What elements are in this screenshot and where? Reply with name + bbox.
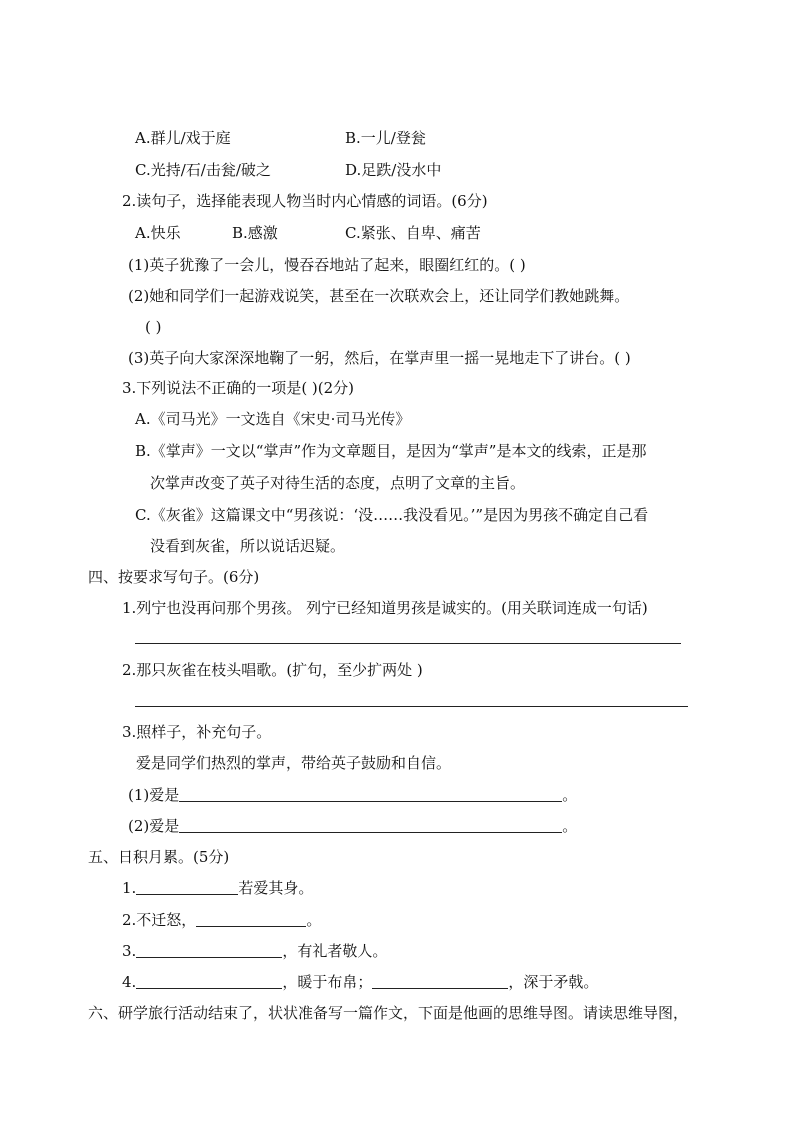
sec4-q3: 3.照样子，补充句子。 [122, 723, 272, 741]
sec5-line-4-end: ，深于矛戟。 [508, 973, 599, 991]
section-5-heading: 五、日积月累。(5分) [88, 848, 230, 866]
sec5-line-3-num: 3. [122, 942, 137, 960]
q2-prompt: 2.读句子，选择能表现人物当时内心情感的词语。(6分) [122, 192, 488, 210]
sec4-q2: 2.那只灰雀在枝头唱歌。(扩句，至少扩两处 ) [122, 661, 423, 679]
q1-option-d: D.足跌/没水中 [345, 161, 442, 179]
sec4-example: 爱是同学们热烈的掌声，带给英子鼓励和自信。 [136, 754, 452, 772]
sec4-item-1-label: (1)爱是 [128, 786, 180, 804]
sec5-line-1-text: 若爱其身。 [238, 879, 314, 897]
sec4-item-1 [128, 785, 577, 805]
q2-option-a: A.快乐 [135, 224, 181, 242]
q1-option-a: A.群儿/戏于庭 [135, 129, 231, 147]
sec5-line-4-mid: ，暖于布帛； [282, 973, 373, 991]
sec5-line-3 [122, 941, 387, 961]
sec4-item-1-blank[interactable] [179, 785, 562, 802]
section-6-heading: 六、研学旅行活动结束了，状状准备写一篇作文，下面是他画的思维导图。请读思维导图， [88, 1004, 689, 1022]
sec5-line-4-num: 4. [122, 973, 137, 991]
sec5-line-1-num: 1. [122, 879, 137, 897]
q3-option-b-line1: B.《掌声》一文以“掌声”作为文章题目，是因为“掌声”是本文的线索，正是那 [135, 442, 647, 460]
q1-option-c: C.光持/石/击瓮/破之 [135, 161, 271, 179]
sec5-line-2-text: 2.不迁怒， [122, 911, 197, 929]
q2-option-b: B.感激 [232, 224, 278, 242]
sec4-item-2-blank[interactable] [179, 816, 562, 833]
q3-option-a: A.《司马光》一文选自《宋史·司马光传》 [135, 410, 411, 428]
sec5-line-4 [122, 972, 598, 992]
sec5-line-3-text: ，有礼者敬人。 [282, 942, 388, 960]
sec4-q1: 1.列宁也没再问那个男孩。 列宁已经知道男孩是诚实的。(用关联词连成一句话) [122, 599, 648, 617]
sec5-line-2-blank[interactable] [196, 910, 306, 927]
q3-option-c-line2: 没看到灰雀，所以说话迟疑。 [150, 537, 346, 555]
q2-option-c: C.紧张、自卑、痛苦 [345, 224, 481, 242]
q2-sentence-2: (2)她和同学们一起游戏说笑，甚至在一次联欢会上，还让同学们教她跳舞。 [128, 287, 630, 305]
q3-option-b-line2: 次掌声改变了英子对待生活的态度，点明了文章的主旨。 [150, 474, 526, 492]
q2-sentence-3: (3)英子向大家深深地鞠了一躬，然后，在掌声里一摇一晃地走下了讲台。( ) [128, 349, 631, 367]
sec4-item-2 [128, 816, 577, 836]
sec5-line-2-end: 。 [306, 911, 322, 929]
sec4-q2-answer-line[interactable] [135, 706, 688, 707]
q3-option-c-line1: C.《灰雀》这篇课文中“男孩说：‘没……我没看见。’”是因为男孩不确定自己看 [135, 506, 649, 524]
sec4-item-2-end: 。 [562, 817, 578, 835]
sec5-line-1 [122, 878, 313, 898]
sec5-line-1-blank[interactable] [136, 878, 238, 895]
sec5-line-3-blank[interactable] [136, 941, 282, 958]
q3-prompt: 3.下列说法不正确的一项是( )(2分) [122, 379, 355, 397]
sec5-line-4-blank-1[interactable] [136, 972, 282, 989]
q1-option-b: B.一儿/登瓮 [345, 129, 426, 147]
sec4-item-1-end: 。 [562, 786, 578, 804]
section-4-heading: 四、按要求写句子。(6分) [88, 568, 260, 586]
sec5-line-4-blank-2[interactable] [372, 972, 508, 989]
q2-sentence-2-blank: ( ) [145, 318, 162, 336]
sec4-item-2-label: (2)爱是 [128, 817, 180, 835]
sec4-q1-answer-line[interactable] [135, 643, 681, 644]
q2-sentence-1: (1)英子犹豫了一会儿，慢吞吞地站了起来，眼圈红红的。( ) [128, 256, 526, 274]
sec5-line-2 [122, 910, 321, 930]
